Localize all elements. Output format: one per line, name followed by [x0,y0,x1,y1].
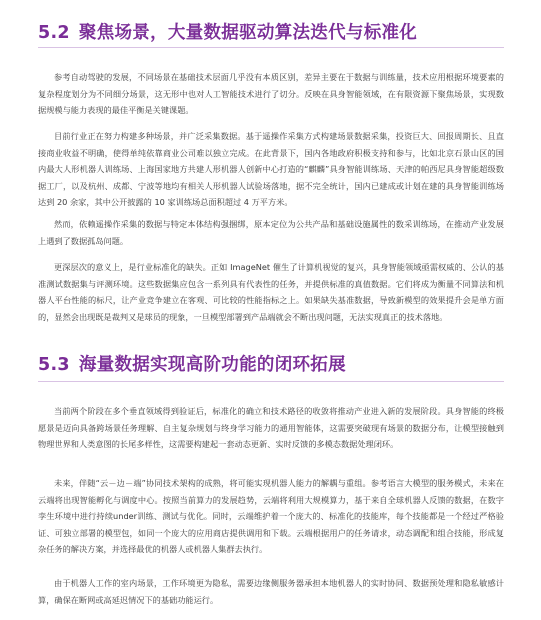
paragraph: 当前两个阶段在多个垂直领域得到验证后，标准化的确立和技术路径的收敛将推动产业进入新的发展阶段。具身智能的终极愿景是迈向具备跨场景任务理解、自主复杂规划与终身学习能力的通用智能体，这需要突破现有场景的数据分布，让模型接触到物理世界和人类意图的长尾多样性，这需要构建起一套动态更新、实时反馈的多模态数据处理闭环。 [38,406,504,450]
paragraph: 然而，依赖遥操作采集的数据与特定本体结构强捆绑，原本定位为公共产品和基础设施属性的数采训练场，在推动产业发展上遇到了数据孤岛问题。 [38,219,504,246]
paragraph: 参考自动驾驶的发展，不同场景在基础技术层面几乎没有本质区别，差异主要在于数据与训练量，技术应用根据环境要素的复杂程度划分为不同细分场景，这无形中也对人工智能技术进行了切分。反映在具身智能领域，在有限资源下聚焦场景，实现数据规模与能力表现的最佳平衡是关键课题。 [38,72,504,116]
section-heading: 聚焦场景，大量数据驱动算法迭代与标准化 [78,23,418,43]
section-title-5-3 [38,351,346,376]
section-heading: 海量数据实现高阶功能的闭环拓展 [78,355,346,375]
paragraph: 由于机器人工作的室内场景，工作环境更为隐私，需要边缘侧服务器承担本地机器人的实时协同、数据预处理和隐私敏感计算，确保在断网或高延迟情况下的基础功能运行。 [38,578,504,605]
section-number: 5.3 [38,355,70,375]
paragraph: 更深层次的意义上，是行业标准化的缺失。正如 ImageNet 催生了计算机视觉的复兴，具身智能领域亟需权威的、公认的基准测试数据集与评测环境。这些数据集应包含一系列具有代表性的任务，并提供标准的真值数据。它们将成为衡量不同算法和机器人平台性能的标尺，让产业竞争建立在客观、可比较的性能指标之上。如果缺失基准数据，导致新模型的效果提升会是单方面的，显然会出现既是裁判又是球员的现象，一旦模型部署到产品端就会不断出现问题，无法实现真正的技术落地。 [38,262,504,322]
section-title-5-2 [38,19,417,44]
title-divider [38,47,504,48]
title-divider [38,381,504,382]
section-number: 5.2 [38,23,70,43]
paragraph: 未来，伴随“云－边－端”协同技术架构的成熟，将可能实现机器人能力的解耦与重组。参考语言大模型的服务模式，未来在云端将出现智能孵化与调度中心。按照当前算力的发展趋势，云端将利用大规模算力，基于来自全球机器人反馈的数据，在数字孪生环境中进行持续under训练、测试与优化。同时，云端维护着一个庞大的、标准化的技能库，每个技能都是一个经过严格验证、可独立部署的模型包，如同一个庞大的应用商店提供调用和下载。云端根据用户的任务请求，动态调配和组合技能，形成复杂任务的解决方案，并选择最优的机器人或机器人集群去执行。 [38,478,504,555]
paragraph: 目前行业正在努力构建多种场景，并广泛采集数据。基于遥操作采集方式构建场景数据采集，投资巨大、回报周期长、且直接商业收益不明确，使得单纯依靠商业公司难以独立完成。在此背景下，国内各地政府积极支持和参与，比如北京石景山区的国内最大人形机器人训练场、上海国家地方共建人形机器人创新中心打造的“麒麟”具身智能训练场、天津的帕西尼具身智能超级数据工厂，以及杭州、成都、宁波等地均有相关人形机器人试验场落地，据不完全统计，国内已建成或计划在建的具身智能训练场达到 20 余家，其中公开披露的 10 家训练场总面积超过 4 万平方米。 [38,131,504,208]
